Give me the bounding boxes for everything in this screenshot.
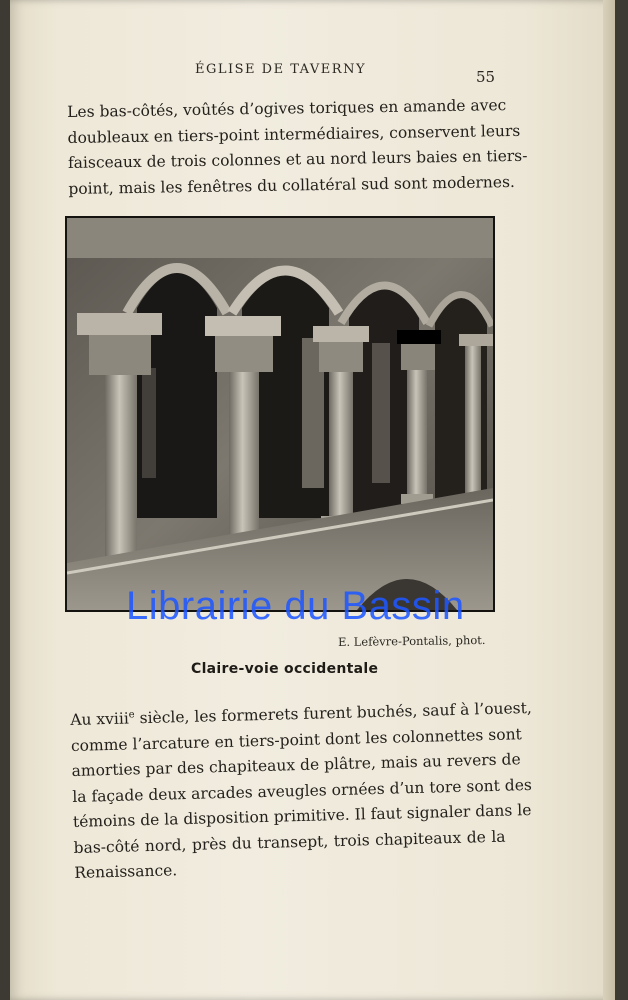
book-page (10, 0, 615, 1000)
page-edge (603, 0, 615, 1000)
photo-credit: E. Lefèvre-Pontalis, phot. (337, 632, 486, 650)
arcade-photograph (67, 218, 493, 610)
first-line-rest: siècle, les formerets furent buchés, sauf à l’ouest, (134, 698, 533, 728)
paragraph-bottom (70, 697, 533, 887)
text-line: comme l’arcature en tiers-point dont les colonnettes sont (70, 724, 523, 755)
text-line: doubleaux en tiers-point intermédiaires, conservent leurs (67, 121, 521, 147)
running-head: ÉGLISE DE TAVERNY (195, 62, 367, 77)
century-text: Au xviii (70, 709, 130, 729)
text-line: faisceaux de trois colonnes et au nord leurs baies en tiers- (67, 146, 528, 172)
century-superscript: e (128, 709, 135, 721)
text-line: Renaissance. (74, 861, 178, 882)
page-number: 55 (476, 68, 496, 86)
paragraph-top (67, 93, 528, 202)
text-line: amorties par des chapiteaux de plâtre, mais au revers de (71, 750, 521, 780)
text-line: Les bas-côtés, voûtés d’ogives toriques en amande avec (67, 96, 507, 121)
text-line: la façade deux arcades aveugles ornées d’un tore sont des (72, 775, 533, 806)
text-line: bas-côté nord, près du transept, trois chapiteaux de la (73, 827, 506, 857)
text-line: point, mais les fenêtres du collatéral sud sont modernes. (68, 172, 516, 198)
figure-caption: Claire-voie occidentale (191, 661, 379, 677)
photo-plate (65, 216, 495, 612)
text-line: témoins de la disposition primitive. Il faut signaler dans le (72, 800, 532, 831)
watermark: Librairie du Bassin (126, 584, 465, 628)
